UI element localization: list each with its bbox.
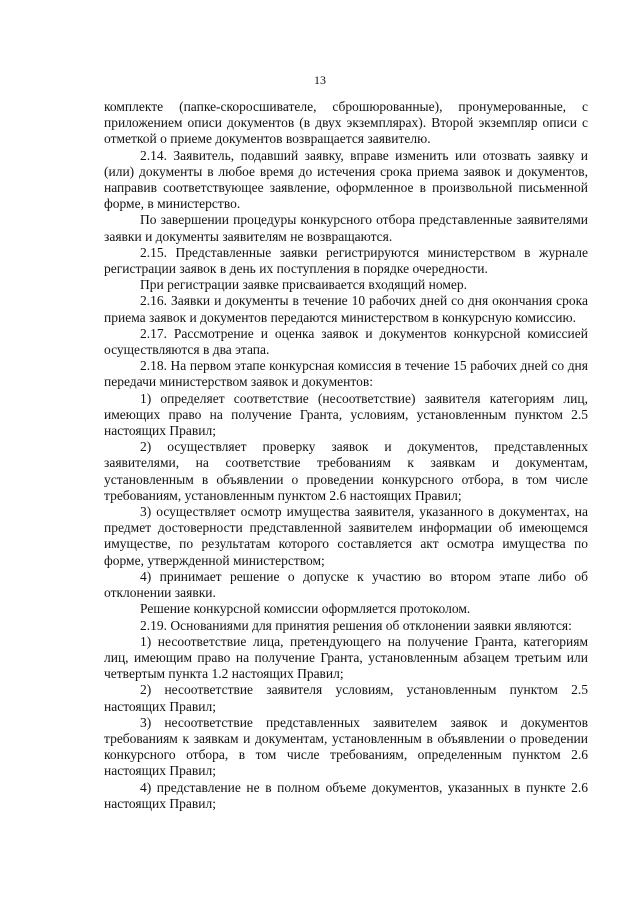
- list-item: 3) осуществляет осмотр имущества заявителя, указанного в документах, на предмет достоверности представленной заявителем информации об имеющемся имуществе, по результатам которого составляется акт осмотра имущества по форме, утвержденной министерством;: [104, 504, 588, 568]
- document-body: [104, 99, 588, 812]
- list-item: 3) несоответствие представленных заявителем заявок и документов требованиям к заявкам и документам, установленным в объявлении о проведении конкурсного отбора, в том числе требованиям, определенным пунктом 2.6 настоящих Правил;: [104, 714, 588, 779]
- paragraph-2-14: 2.14. Заявитель, подавший заявку, вправе изменить или отозвать заявку и (или) документы в любое время до истечения срока приема заявок и документов, направив соответствующее заявление, оформленное в произвольной письменной форме, в министерство.: [104, 147, 588, 212]
- page-number: 13: [314, 73, 326, 87]
- paragraph-2-18: 2.18. На первом этапе конкурсная комиссия в течение 15 рабочих дней со дня передачи министерством заявок и документов:: [104, 358, 588, 390]
- list-item: 4) представление не в полном объеме документов, указанных в пункте 2.6 настоящих Правил;: [104, 779, 588, 811]
- paragraph: Решение конкурсной комиссии оформляется протоколом.: [140, 601, 471, 617]
- paragraph-2-19: 2.19. Основаниями для принятия решения об отклонении заявки являются:: [140, 617, 572, 633]
- paragraph-2-17: 2.17. Рассмотрение и оценка заявок и документов конкурсной комиссией осуществляются в два этапа.: [104, 325, 588, 358]
- paragraph-2-15: 2.15. Представленные заявки регистрируются министерством в журнале регистрации заявок в день их поступления в порядке очередности.: [104, 244, 588, 277]
- list-item: 1) определяет соответствие (несоответствие) заявителя категориям лиц, имеющих право на получение Гранта, условиям, установленным пунктом 2.5 настоящих Правил;: [104, 390, 588, 439]
- paragraph: При регистрации заявке присваивается входящий номер.: [140, 277, 468, 293]
- list-item: 4) принимает решение о допуске к участию во втором этапе либо об отклонении заявки.: [104, 568, 588, 601]
- paragraph-continuation: комплекте (папке-скоросшивателе, сброшюрованные), пронумерованные, с приложением описи документов (в двух экземплярах). Второй экземпляр описи с отметкой о приеме документов возвращается заявителю.: [104, 99, 588, 147]
- paragraph-2-16: 2.16. Заявки и документы в течение 10 рабочих дней со дня окончания срока приема заявок и документов передаются министерством в конкурсную комиссию.: [104, 293, 588, 325]
- list-item: 2) несоответствие заявителя условиям, установленным пунктом 2.5 настоящих Правил;: [104, 682, 588, 714]
- list-item: 2) осуществляет проверку заявок и документов, представленных заявителями, на соответствие требованиям к заявкам и документам, установленным в объявлении о проведении конкурсного отбора, в том числе требованиям, установленным пунктом 2.6 настоящих Правил;: [104, 439, 588, 503]
- paragraph: По завершении процедуры конкурсного отбора представленные заявителями заявки и документы заявителям не возвращаются.: [104, 212, 588, 244]
- list-item: 1) несоответствие лица, претендующего на получение Гранта, категориям лиц, имеющим право на получение Гранта, установленным абзацем третьим или четвертым пункта 1.2 настоящих Правил;: [104, 633, 588, 682]
